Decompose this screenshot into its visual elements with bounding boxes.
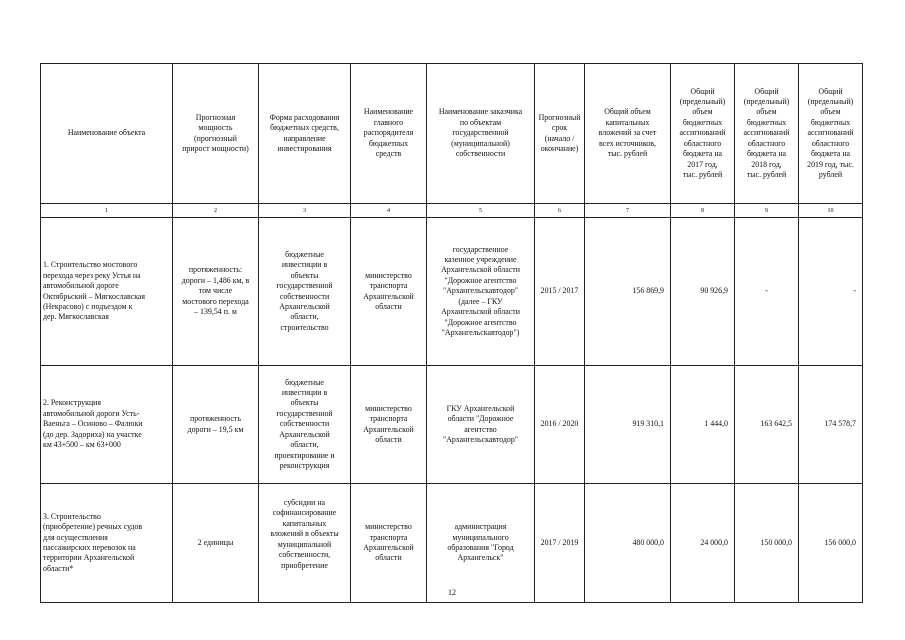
table-row: [41, 366, 863, 484]
column-number: 3: [259, 204, 351, 218]
budget-2019-cell: 156 000,0: [799, 484, 863, 603]
header-cell-term: Прогнозный срок (начало / окончание): [535, 64, 585, 204]
column-number: 7: [585, 204, 671, 218]
spending-form-cell: бюджетные инвестиции в объекты государственной собственности Архангельской области, строительство: [259, 218, 351, 366]
customer-cell: государственное казенное учреждение Архангельской области "Дорожное агентство "Архангельскавтодор" (далее – ГКУ Архангельской области "Дорожное агентство "Архангельскавтодор"): [427, 218, 535, 366]
investment-objects-table: [40, 63, 863, 603]
customer-cell: администрация муниципального образования "Город Архангельск": [427, 484, 535, 603]
table-header-row: [41, 64, 863, 204]
total-investment-cell: 919 310,1: [585, 366, 671, 484]
capacity-cell: протяженность: дороги – 1,486 км, в том числе мостового перехода – 139,54 п. м: [173, 218, 259, 366]
term-cell: 2015 / 2017: [535, 218, 585, 366]
budget-2018-cell: -: [735, 218, 799, 366]
budget-manager-cell: министерство транспорта Архангельской области: [351, 484, 427, 603]
term-cell: 2016 / 2020: [535, 366, 585, 484]
spending-form-cell: субсидии на софинансирование капитальных вложений в объекты муниципальной собственности, приобретение: [259, 484, 351, 603]
header-cell-spending-form: Форма расходования бюджетных средств, направление инвестирования: [259, 64, 351, 204]
header-cell-budget-manager: Наименование главного распорядителя бюджетных средств: [351, 64, 427, 204]
table-row: [41, 218, 863, 366]
term-cell: 2017 / 2019: [535, 484, 585, 603]
budget-2017-cell: 1 444,0: [671, 366, 735, 484]
budget-2018-cell: 163 642,5: [735, 366, 799, 484]
budget-2018-cell: 150 000,0: [735, 484, 799, 603]
column-number-row: [41, 204, 863, 218]
header-cell-budget-2018: Общий (предельный) объем бюджетных ассигнований областного бюджета на 2018 год, тыс. рублей: [735, 64, 799, 204]
budget-manager-cell: министерство транспорта Архангельской области: [351, 218, 427, 366]
object-name-cell: 3. Строительство (приобретение) речных судов для осуществления пассажирских перевозок на территории Архангельской области*: [41, 484, 173, 603]
column-number: 9: [735, 204, 799, 218]
column-number: 8: [671, 204, 735, 218]
column-number: 6: [535, 204, 585, 218]
budget-2019-cell: -: [799, 218, 863, 366]
capacity-cell: протяженность дороги – 19,5 км: [173, 366, 259, 484]
budget-2017-cell: 90 926,9: [671, 218, 735, 366]
header-cell-total-investment: Общий объем капитальных вложений за счет всех источников, тыс. рублей: [585, 64, 671, 204]
page-number: 12: [448, 588, 456, 597]
header-cell-object-name: Наименование объекта: [41, 64, 173, 204]
column-number: 2: [173, 204, 259, 218]
column-number: 10: [799, 204, 863, 218]
header-cell-budget-2019: Общий (предельный) объем бюджетных ассигнований областного бюджета на 2019 год, тыс. рублей: [799, 64, 863, 204]
column-number: 5: [427, 204, 535, 218]
header-cell-capacity: Прогнозная мощность (прогнозный прирост мощности): [173, 64, 259, 204]
total-investment-cell: 156 869,9: [585, 218, 671, 366]
object-name-cell: 1. Строительство мостового перехода через реку Устья на автомобильной дороге Октябрьский – Мягкославская (Некрасово) с подъездом к дер. Мягкославская: [41, 218, 173, 366]
column-number: 4: [351, 204, 427, 218]
total-investment-cell: 480 000,0: [585, 484, 671, 603]
spending-form-cell: бюджетные инвестиции в объекты государственной собственности Архангельской области, проектирование и реконструкция: [259, 366, 351, 484]
object-name-cell: 2. Реконструкция автомобильной дороги Усть- Ваеньга – Осиново – Фалюки (до дер. Задориха) на участке км 43+500 – км 63+000: [41, 366, 173, 484]
column-number: 1: [41, 204, 173, 218]
customer-cell: ГКУ Архангельской области "Дорожное агентство "Архангельскавтодор": [427, 366, 535, 484]
budget-2019-cell: 174 578,7: [799, 366, 863, 484]
budget-manager-cell: министерство транспорта Архангельской области: [351, 366, 427, 484]
budget-2017-cell: 24 000,0: [671, 484, 735, 603]
header-cell-budget-2017: Общий (предельный) объем бюджетных ассигнований областного бюджета на 2017 год, тыс. рублей: [671, 64, 735, 204]
table-row: [41, 484, 863, 603]
header-cell-customer: Наименование заказчика по объектам государственной (муниципальной) собственности: [427, 64, 535, 204]
capacity-cell: 2 единицы: [173, 484, 259, 603]
